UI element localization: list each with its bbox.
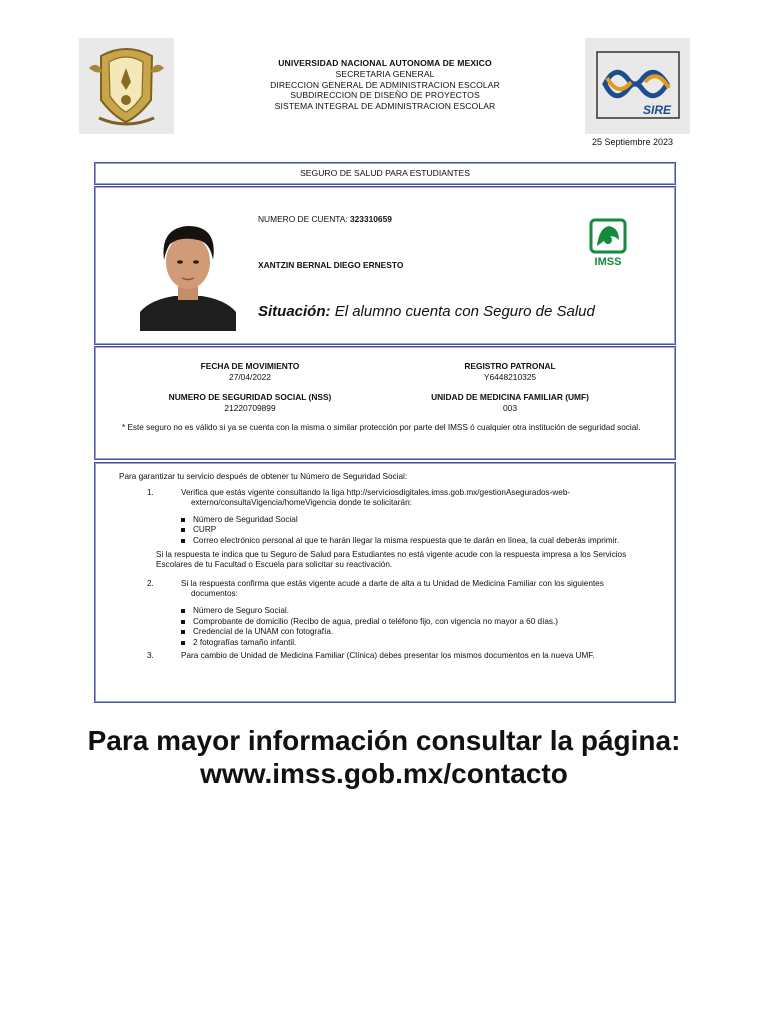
header-line: SUBDIRECCION DE DISEÑO DE PROYECTOS — [290, 90, 480, 101]
unam-shield-logo — [79, 38, 174, 134]
list-item: 2 fotografías tamaño infantil. — [181, 638, 659, 649]
instructions-intro: Para garantizar tu servicio después de obtener tu Número de Seguridad Social: — [119, 472, 408, 481]
imss-logo — [589, 218, 627, 268]
step-2-line-1: Si la respuesta confirma que estás vigente acude a darte de alta a tu Unidad de Medicina Familiar con los siguientes — [181, 578, 604, 588]
step-number: 3. — [147, 651, 154, 661]
status-text: El alumno cuenta con Seguro de Salud — [334, 303, 595, 320]
movement-date-field — [130, 361, 370, 383]
nss-field — [130, 392, 370, 414]
account-label: NUMERO DE CUENTA: — [258, 214, 348, 224]
movement-date-label: FECHA DE MOVIMIENTO — [200, 361, 300, 371]
coverage-status — [258, 303, 595, 320]
nss-label: NUMERO DE SEGURIDAD SOCIAL (NSS) — [168, 392, 332, 402]
imss-eagle-icon — [589, 218, 627, 268]
step-1-line-2: externo/consultaVigencia/homeVigencia donde te solicitarán: — [191, 498, 412, 508]
status-label: Situación: — [258, 303, 331, 320]
list-item: Número de Seguro Social. — [181, 606, 659, 617]
list-item: CURP — [181, 525, 659, 536]
account-number-row — [258, 214, 392, 224]
sire-logo — [585, 38, 690, 134]
header-line: SISTEMA INTEGRAL DE ADMINISTRACION ESCOLAR — [274, 101, 496, 112]
employer-registry-label: REGISTRO PATRONAL — [464, 361, 556, 371]
unam-shield-icon — [79, 38, 174, 134]
instruction-step-1 — [119, 488, 659, 509]
insurance-details — [94, 346, 676, 460]
movement-date-value: 27/04/2022 — [229, 372, 271, 382]
step-3-line-1: Para cambio de Unidad de Medicina Familiar (Clínica) debes presentar los mismos documentos en la nueva UMF. — [181, 651, 595, 661]
student-card — [94, 186, 676, 345]
footer-url: www.imss.gob.mx/contacto — [200, 758, 568, 789]
list-item: Correo electrónico personal al que te harán llegar la misma respuesta que te darán en línea, la cual deberás imprimir. — [181, 536, 659, 547]
step-2-line-2: documentos: — [191, 589, 238, 599]
nss-value: 21220709899 — [224, 403, 276, 413]
instructions-box — [94, 462, 676, 703]
section-title — [94, 162, 676, 185]
employer-registry-field — [390, 361, 630, 383]
list-item: Comprobante de domicilio (Recibo de agua, predial o teléfono fijo, con vigencia no mayor a 60 días.) — [181, 617, 659, 628]
footer-contact — [0, 724, 768, 790]
sire-rings-icon — [585, 38, 690, 134]
umf-field — [390, 392, 630, 414]
umf-value: 003 — [503, 403, 517, 413]
employer-registry-value: Y6448210325 — [483, 372, 537, 382]
step-1-line-1: Verifica que estás vigente consultando la liga http://serviciosdigitales.imss.gob.mx/gestionAsegurados-web- — [181, 487, 571, 497]
student-portrait-icon — [140, 216, 236, 331]
student-photo — [140, 216, 236, 331]
footer-line-1: Para mayor información consultar la página: — [87, 725, 681, 756]
imss-logo-text: IMSS — [594, 256, 622, 268]
step-number: 1. — [147, 487, 154, 497]
institution-header — [200, 58, 570, 112]
student-name: XANTZIN BERNAL DIEGO ERNESTO — [258, 260, 404, 270]
step-number: 2. — [147, 578, 154, 588]
sire-logo-text: SIRE — [643, 103, 672, 117]
step-2-documents — [181, 606, 659, 648]
header-line: DIRECCION GENERAL DE ADMINISTRACION ESCOLAR — [270, 79, 500, 90]
step-1-requirements — [181, 515, 659, 547]
validity-note: * Este seguro no es válido si ya se cuenta con la misma o similar protección por parte del IMSS ó cualquier otra institución de seguridad social. — [122, 423, 641, 432]
list-item: Credencial de la UNAM con fotografía. — [181, 627, 659, 638]
issue-date: 25 Septiembre 2023 — [591, 137, 673, 147]
list-item: Número de Seguridad Social — [181, 515, 659, 526]
umf-label: UNIDAD DE MEDICINA FAMILIAR (UMF) — [431, 392, 589, 402]
account-number: 323310659 — [349, 214, 392, 224]
instruction-step-3 — [119, 651, 659, 662]
university-name: UNIVERSIDAD NACIONAL AUTONOMA DE MEXICO — [278, 58, 492, 68]
header-line: SECRETARIA GENERAL — [335, 68, 435, 79]
instruction-step-2 — [119, 579, 659, 600]
step-1-followup: Si la respuesta te indica que tu Seguro de Salud para Estudiantes no está vigente acude con la respuesta impresa a los Servicios Escolares de tu Facultad o Escuela para solicitar su reactivación. — [156, 549, 627, 570]
section-title-text: SEGURO DE SALUD PARA ESTUDIANTES — [300, 168, 470, 178]
